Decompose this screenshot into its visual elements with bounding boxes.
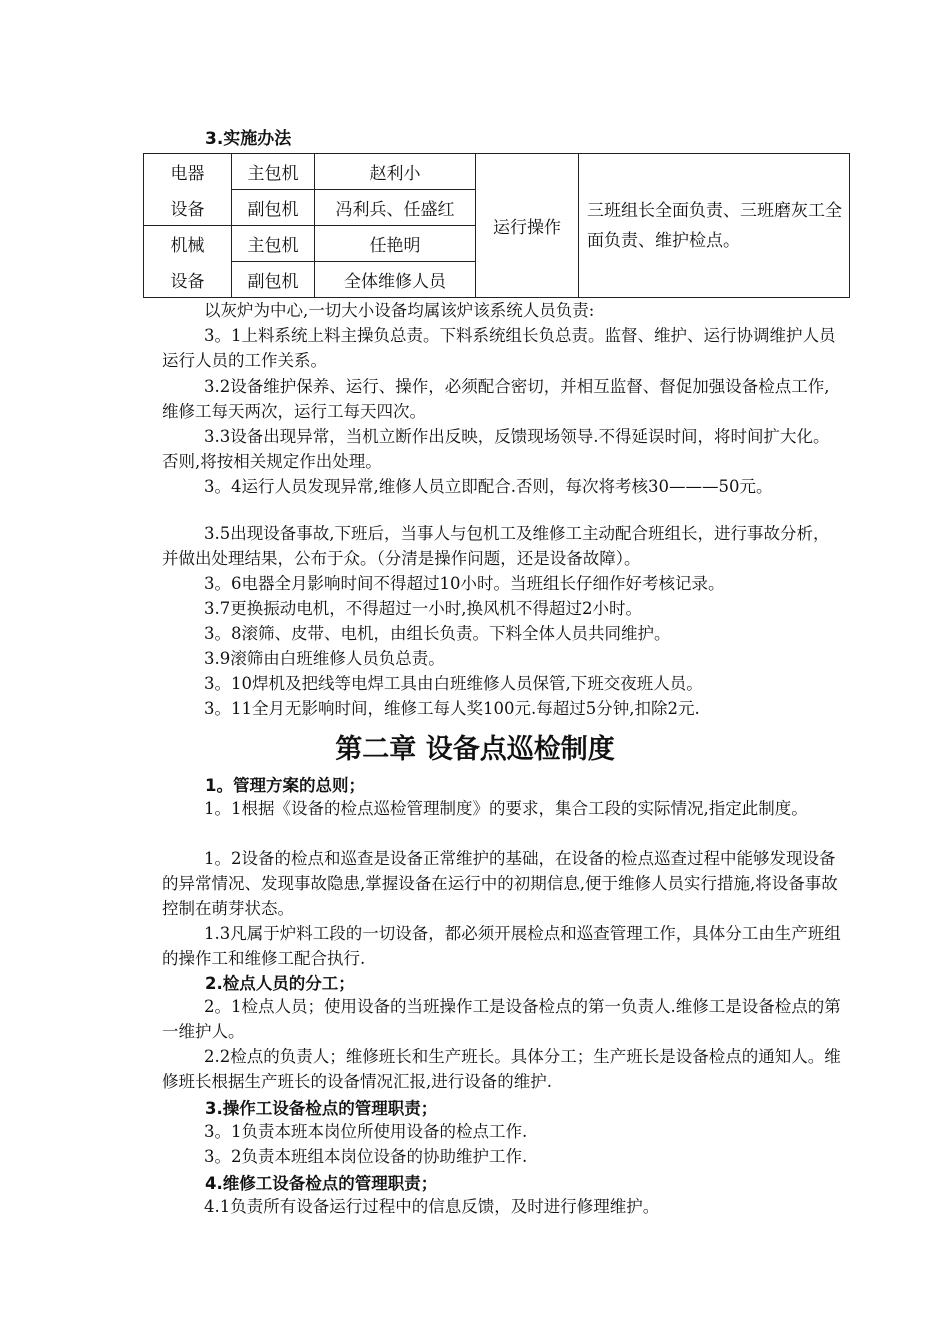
- paragraph: 2.2检点的负责人；维修班长和生产班长。具体分工；生产班长是设备检点的通知人。维修班长根据生产班长的设备情况汇报,进行设备的维护.: [162, 1047, 841, 1091]
- subheading: 4.维修工设备检点的管理职责；: [205, 1174, 438, 1193]
- paragraph: 3.7更换振动电机，不得超过一小时,换风机不得超过2小时。: [204, 599, 642, 618]
- paragraph: 3.3设备出现异常，当机立断作出反映，反馈现场领导.不得延误时间，将时间扩大化。否则,将按相关规定作出处理。: [162, 427, 830, 471]
- table-cell-name: 全体维修人员: [315, 262, 476, 298]
- responsibility-table: [143, 153, 850, 298]
- paragraph: 3。1上料系统上料主操负总责。下料系统组长负总责。监督、维护、运行协调维护人员运行人员的工作关系。: [162, 326, 836, 370]
- paragraph: 3。2负责本班组本岗位设备的协助维护工作.: [204, 1147, 528, 1166]
- section-title: 3.实施办法: [205, 129, 292, 149]
- table-cell-category: 设备: [144, 190, 232, 226]
- subheading: 2.检点人员的分工；: [205, 974, 355, 993]
- paragraph: 以灰炉为中心,一切大小设备均属该炉该系统人员负责:: [204, 301, 595, 320]
- paragraph: 3。4运行人员发现异常,维修人员立即配合.否则，每次将考核30———50元。: [204, 477, 773, 496]
- subheading: 3.操作工设备检点的管理职责；: [205, 1099, 438, 1118]
- paragraph: 1。2设备的检点和巡查是设备正常维护的基础，在设备的检点巡查过程中能够发现设备的异常情况、发现事故隐患,掌握设备在运行中的初期信息,便于维修人员实行措施,将设备事故控制在萌芽状态。: [162, 849, 838, 918]
- table-cell-role: 主包机: [232, 154, 315, 190]
- table-cell-category: 电器: [144, 154, 232, 190]
- table-cell-role: 主包机: [232, 226, 315, 262]
- paragraph: 3.9滚筛由白班维修人员负总责。: [204, 649, 445, 668]
- paragraph: 3。1负责本班本岗位所使用设备的检点工作.: [204, 1122, 528, 1141]
- paragraph: 3。11全月无影响时间，维修工每人奖100元.每超过5分钟,扣除2元.: [204, 699, 700, 718]
- table-cell-role: 副包机: [232, 262, 315, 298]
- table-cell-name: 赵利小: [315, 154, 476, 190]
- chapter-title: 第二章 设备点巡检制度: [335, 734, 615, 765]
- table-cell-operation: 运行操作: [476, 154, 579, 298]
- paragraph: 3。10焊机及把线等电焊工具由白班维修人员保管,下班交夜班人员。: [204, 674, 703, 693]
- table-cell-category: 机械: [144, 226, 232, 262]
- paragraph: 3。8滚筛、皮带、电机，由组长负责。下料全体人员共同维护。: [204, 624, 671, 643]
- subheading: 1。管理方案的总则；: [205, 776, 365, 795]
- paragraph: 1。1根据《设备的检点巡检管理制度》的要求，集合工段的实际情况,指定此制度。: [204, 799, 808, 818]
- table-cell-role: 副包机: [232, 190, 315, 226]
- table-cell-name: 冯利兵、任盛红: [315, 190, 476, 226]
- paragraph: 3.5出现设备事故,下班后，当事人与包机工及维修工主动配合班组长，进行事故分析，并做出处理结果，公布于众。（分清是操作问题，还是设备故障）。: [162, 524, 830, 568]
- table-cell-duty: 三班组长全面负责、三班磨灰工全面负责、维护检点。: [579, 154, 850, 298]
- table-cell-category: 设备: [144, 262, 232, 298]
- paragraph: 4.1负责所有设备运行过程中的信息反馈，及时进行修理维护。: [204, 1197, 660, 1216]
- table-cell-name: 任艳明: [315, 226, 476, 262]
- paragraph: 1.3凡属于炉料工段的一切设备，都必须开展检点和巡查管理工作，具体分工由生产班组的操作工和维修工配合执行.: [162, 924, 841, 968]
- paragraph: 3.2设备维护保养、运行、操作，必须配合密切，并相互监督、督促加强设备检点工作,维修工每天两次，运行工每天四次。: [162, 377, 830, 421]
- paragraph: 3。6电器全月影响时间不得超过10小时。当班组长仔细作好考核记录。: [204, 574, 725, 593]
- paragraph: 2。1检点人员；使用设备的当班操作工是设备检点的第一负责人.维修工是设备检点的第一维护人。: [162, 997, 841, 1041]
